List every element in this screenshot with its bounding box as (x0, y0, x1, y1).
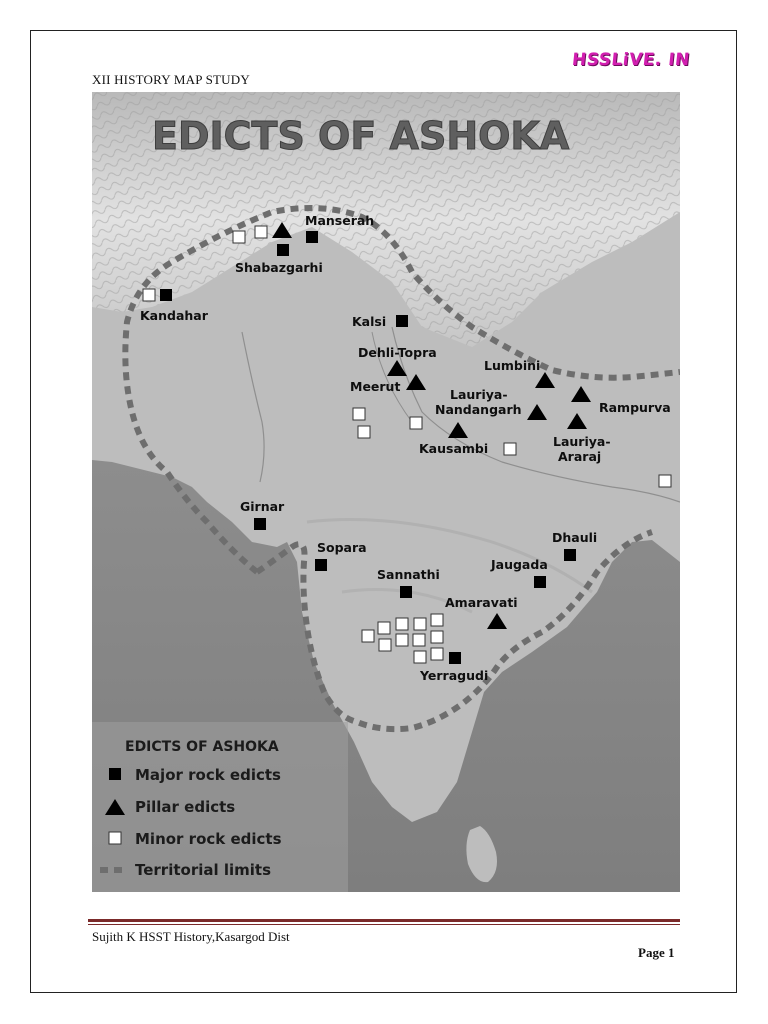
place-label-shabazgarhi: Shabazgarhi (235, 260, 323, 275)
minor-rock-edict-marker (353, 408, 365, 420)
minor-rock-edict-marker (255, 226, 267, 238)
legend-item-pillar: Pillar edicts (135, 798, 236, 816)
page-number: Page 1 (638, 945, 675, 960)
edicts-map (92, 92, 680, 892)
page-header-title: XII HISTORY MAP STUDY (92, 72, 250, 87)
legend-item-minor-rock: Minor rock edicts (135, 830, 282, 848)
place-label-jaugada: Jaugada (491, 557, 548, 572)
place-label-kausambi: Kausambi (419, 441, 489, 456)
major-rock-edict-marker (449, 652, 461, 664)
legend-item-major-rock: Major rock edicts (135, 766, 281, 784)
place-label-lauriya-1: Lauriya- (450, 387, 508, 402)
map-title: EDICTS OF ASHOKA (152, 114, 570, 158)
minor-rock-edict-marker (233, 231, 245, 243)
legend-title: EDICTS OF ASHOKA (125, 739, 279, 755)
footer-author: Sujith K HSST History,Kasargod Dist (92, 929, 290, 944)
place-label-sannathi: Sannathi (377, 567, 440, 582)
major-rock-edict-marker (315, 559, 327, 571)
map-figure (92, 92, 680, 892)
place-label-kalsi: Kalsi (352, 314, 387, 329)
legend-item-territorial-limits: Territorial limits (135, 861, 272, 879)
place-label-manserah: Manserah (305, 213, 375, 228)
place-label-lauriya-2: Lauriya- (553, 434, 611, 449)
place-label-araraj: Araraj (558, 449, 602, 464)
place-label-dehli-topra: Dehli-Topra (358, 345, 437, 360)
minor-rock-edict-marker (659, 475, 671, 487)
footer-divider-thin (88, 924, 680, 925)
place-label-nandangarh: Nandangarh (435, 402, 522, 417)
place-label-girnar: Girnar (240, 499, 285, 514)
minor-rock-edict-marker (410, 417, 422, 429)
place-label-kandahar: Kandahar (140, 308, 208, 323)
major-rock-edict-marker (400, 586, 412, 598)
major-rock-edict-marker (396, 315, 408, 327)
open-square-icon (109, 832, 121, 844)
major-rock-edict-marker (534, 576, 546, 588)
place-label-yerragudi: Yerragudi (420, 668, 489, 683)
place-label-dhauli: Dhauli (552, 530, 598, 545)
place-label-lumbini: Lumbini (484, 358, 541, 373)
major-rock-edict-marker (277, 244, 289, 256)
minor-rock-edict-marker (358, 426, 370, 438)
major-rock-edict-marker (306, 231, 318, 243)
footer-divider (88, 919, 680, 922)
major-rock-edict-marker (564, 549, 576, 561)
major-rock-edict-marker (254, 518, 266, 530)
major-rock-edict-marker (160, 289, 172, 301)
place-label-rampurva: Rampurva (599, 400, 671, 415)
minor-rock-edict-marker (143, 289, 155, 301)
place-label-amaravati: Amaravati (445, 595, 518, 610)
place-label-sopara: Sopara (317, 540, 367, 555)
place-label-meerut: Meerut (350, 379, 401, 394)
filled-square-icon (109, 768, 121, 780)
map-legend (92, 722, 348, 892)
site-brand-logo: HSSLiVE. IN (570, 50, 691, 70)
minor-rock-edict-marker (504, 443, 516, 455)
